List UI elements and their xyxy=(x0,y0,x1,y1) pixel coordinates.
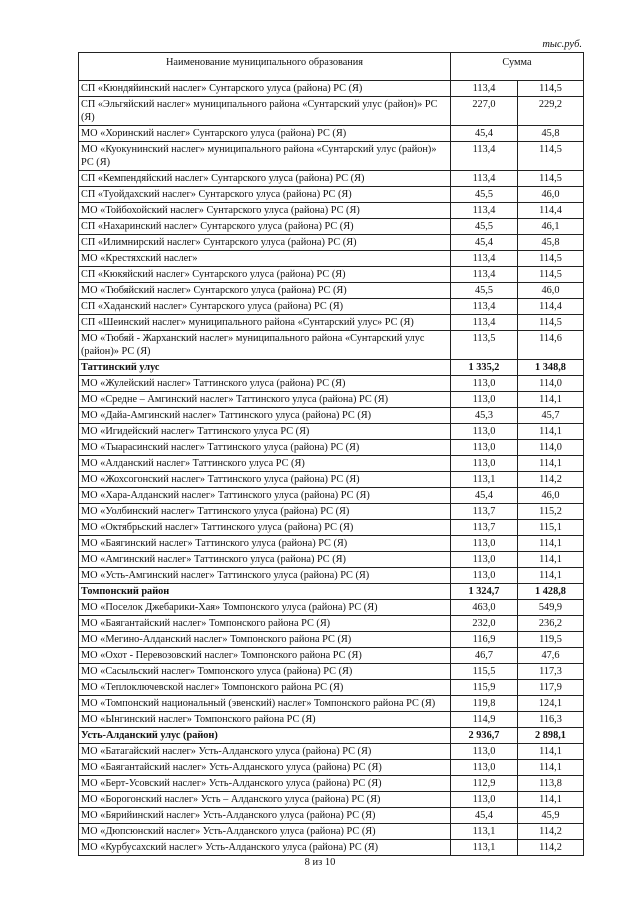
row-sum-a: 113,1 xyxy=(451,840,518,856)
row-sum-b: 124,1 xyxy=(518,696,584,712)
row-sum-b: 2 898,1 xyxy=(518,728,584,744)
table-body xyxy=(79,81,584,856)
row-name: МО «Амгинский наслег» Таттинского улуса (района) РС (Я) xyxy=(79,552,451,568)
row-name: МО «Средне – Амгинский наслег» Таттинского улуса (района) РС (Я) xyxy=(79,392,451,408)
row-sum-a: 113,1 xyxy=(451,824,518,840)
row-sum-b: 114,1 xyxy=(518,568,584,584)
table-row xyxy=(79,142,584,171)
row-sum-b: 114,2 xyxy=(518,824,584,840)
row-sum-a: 45,4 xyxy=(451,126,518,142)
table-row xyxy=(79,600,584,616)
row-sum-a: 113,4 xyxy=(451,142,518,171)
table-row xyxy=(79,632,584,648)
row-sum-b: 117,3 xyxy=(518,664,584,680)
row-name: МО «Тойбохойский наслег» Сунтарского улуса (района) РС (Я) xyxy=(79,203,451,219)
row-name: МО «Курбусахский наслег» Усть-Алданского улуса (района) РС (Я) xyxy=(79,840,451,856)
row-sum-a: 45,5 xyxy=(451,219,518,235)
table-row xyxy=(79,440,584,456)
row-sum-b: 114,5 xyxy=(518,142,584,171)
row-sum-a: 115,5 xyxy=(451,664,518,680)
row-sum-a: 113,0 xyxy=(451,424,518,440)
row-sum-b: 114,0 xyxy=(518,440,584,456)
row-sum-a: 113,7 xyxy=(451,504,518,520)
row-name: МО «Алданский наслег» Таттинского улуса РС (Я) xyxy=(79,456,451,472)
row-sum-b: 114,5 xyxy=(518,81,584,97)
row-name: МО «Куокунинский наслег» муниципального района «Сунтарский улус (район)» РС (Я) xyxy=(79,142,451,171)
row-sum-a: 116,9 xyxy=(451,632,518,648)
row-sum-b: 114,5 xyxy=(518,251,584,267)
table-row xyxy=(79,219,584,235)
row-sum-b: 116,3 xyxy=(518,712,584,728)
row-sum-a: 463,0 xyxy=(451,600,518,616)
row-sum-a: 232,0 xyxy=(451,616,518,632)
row-sum-a: 113,0 xyxy=(451,552,518,568)
table-row xyxy=(79,616,584,632)
row-sum-b: 114,1 xyxy=(518,392,584,408)
table-row xyxy=(79,376,584,392)
row-sum-a: 113,1 xyxy=(451,472,518,488)
row-sum-a: 113,5 xyxy=(451,331,518,360)
row-sum-b: 114,5 xyxy=(518,171,584,187)
row-sum-a: 45,4 xyxy=(451,235,518,251)
row-name: СП «Эльгяйский наслег» муниципального района «Сунтарский улус (район)» РС (Я) xyxy=(79,97,451,126)
table-row xyxy=(79,315,584,331)
row-sum-a: 119,8 xyxy=(451,696,518,712)
row-sum-a: 45,3 xyxy=(451,408,518,424)
table-row xyxy=(79,536,584,552)
row-sum-a: 1 335,2 xyxy=(451,360,518,376)
row-sum-a: 113,0 xyxy=(451,392,518,408)
row-name: МО «Дюпсюнский наслег» Усть-Алданского улуса (района) РС (Я) xyxy=(79,824,451,840)
row-name: МО «Ынгинский наслег» Томпонского района РС (Я) xyxy=(79,712,451,728)
row-sum-b: 114,1 xyxy=(518,552,584,568)
row-sum-b: 115,1 xyxy=(518,520,584,536)
table-row xyxy=(79,283,584,299)
table-row xyxy=(79,712,584,728)
row-sum-b: 114,6 xyxy=(518,331,584,360)
row-sum-b: 549,9 xyxy=(518,600,584,616)
table-row xyxy=(79,187,584,203)
table-row xyxy=(79,488,584,504)
row-sum-a: 115,9 xyxy=(451,680,518,696)
table-row xyxy=(79,299,584,315)
row-sum-a: 112,9 xyxy=(451,776,518,792)
row-sum-b: 119,5 xyxy=(518,632,584,648)
row-sum-a: 113,4 xyxy=(451,171,518,187)
row-name: СП «Илимнирский наслег» Сунтарского улуса (района) РС (Я) xyxy=(79,235,451,251)
row-sum-a: 113,0 xyxy=(451,456,518,472)
table-row xyxy=(79,664,584,680)
row-sum-b: 114,1 xyxy=(518,456,584,472)
table-row xyxy=(79,552,584,568)
row-name: СП «Кемпендяйский наслег» Сунтарского улуса (района) РС (Я) xyxy=(79,171,451,187)
row-name: СП «Кюкяйский наслег» Сунтарского улуса (района) РС (Я) xyxy=(79,267,451,283)
table-row xyxy=(79,203,584,219)
table-row xyxy=(79,97,584,126)
row-sum-a: 113,4 xyxy=(451,267,518,283)
row-name: МО «Баягантайский наслег» Томпонского района РС (Я) xyxy=(79,616,451,632)
table-row xyxy=(79,808,584,824)
row-sum-a: 227,0 xyxy=(451,97,518,126)
row-sum-a: 45,5 xyxy=(451,283,518,299)
table-row xyxy=(79,744,584,760)
row-sum-a: 113,4 xyxy=(451,81,518,97)
row-sum-b: 117,9 xyxy=(518,680,584,696)
table-row xyxy=(79,728,584,744)
row-sum-a: 113,4 xyxy=(451,299,518,315)
table-row xyxy=(79,840,584,856)
table-row xyxy=(79,408,584,424)
row-name: МО «Тюбяй - Жарханский наслег» муниципального района «Сунтарский улус (район)» РС (Я) xyxy=(79,331,451,360)
table-row xyxy=(79,792,584,808)
row-name: МО «Игидейский наслег» Таттинского улуса РС (Я) xyxy=(79,424,451,440)
row-name: Томпонский район xyxy=(79,584,451,600)
row-name: МО «Томпонский национальный (эвенский) наслег» Томпонского района РС (Я) xyxy=(79,696,451,712)
row-sum-b: 46,0 xyxy=(518,488,584,504)
row-sum-b: 114,1 xyxy=(518,536,584,552)
row-name: СП «Кюндяйинский наслег» Сунтарского улуса (района) РС (Я) xyxy=(79,81,451,97)
table-row xyxy=(79,267,584,283)
table-row xyxy=(79,776,584,792)
row-name: МО «Дайа-Амгинский наслег» Таттинского улуса (района) РС (Я) xyxy=(79,408,451,424)
row-name: МО «Мегино-Алданский наслег» Томпонского района РС (Я) xyxy=(79,632,451,648)
table-row xyxy=(79,696,584,712)
row-sum-b: 114,2 xyxy=(518,840,584,856)
row-name: МО «Бярийинский наслег» Усть-Алданского улуса (района) РС (Я) xyxy=(79,808,451,824)
row-sum-b: 45,7 xyxy=(518,408,584,424)
table-row xyxy=(79,235,584,251)
row-sum-b: 46,0 xyxy=(518,283,584,299)
row-sum-a: 45,4 xyxy=(451,808,518,824)
table-header-row xyxy=(79,53,584,81)
header-name: Наименование муниципального образования xyxy=(79,53,451,81)
row-sum-a: 113,0 xyxy=(451,376,518,392)
row-name: МО «Борогонский наслег» Усть – Алданского улуса (района) РС (Я) xyxy=(79,792,451,808)
table-row xyxy=(79,648,584,664)
row-name: МО «Баягантайский наслег» Усть-Алданского улуса (района) РС (Я) xyxy=(79,760,451,776)
row-sum-a: 114,9 xyxy=(451,712,518,728)
row-sum-a: 113,0 xyxy=(451,568,518,584)
row-sum-b: 1 348,8 xyxy=(518,360,584,376)
row-sum-b: 114,0 xyxy=(518,376,584,392)
table-row xyxy=(79,251,584,267)
row-name: МО «Поселок Джебарики-Хая» Томпонского улуса (района) РС (Я) xyxy=(79,600,451,616)
page-number: 8 из 10 xyxy=(304,857,336,868)
row-name: МО «Тыарасинский наслег» Таттинского улуса (района) РС (Я) xyxy=(79,440,451,456)
row-sum-b: 45,8 xyxy=(518,126,584,142)
row-name: МО «Октябрьский наслег» Таттинского улуса (района) РС (Я) xyxy=(79,520,451,536)
row-sum-a: 45,5 xyxy=(451,187,518,203)
row-name: СП «Нахаринский наслег» Сунтарского улуса (района) РС (Я) xyxy=(79,219,451,235)
row-sum-b: 229,2 xyxy=(518,97,584,126)
table-row xyxy=(79,568,584,584)
header-sum: Сумма xyxy=(451,53,584,81)
row-sum-b: 114,1 xyxy=(518,744,584,760)
row-sum-a: 2 936,7 xyxy=(451,728,518,744)
row-sum-a: 113,4 xyxy=(451,203,518,219)
row-name: СП «Туойдахский наслег» Сунтарского улуса (района) РС (Я) xyxy=(79,187,451,203)
row-sum-a: 113,7 xyxy=(451,520,518,536)
row-name: МО «Теплоключевской наслег» Томпонского района РС (Я) xyxy=(79,680,451,696)
table-row xyxy=(79,760,584,776)
row-sum-a: 113,0 xyxy=(451,744,518,760)
row-sum-b: 1 428,8 xyxy=(518,584,584,600)
row-name: СП «Шеинский наслег» муниципального района «Сунтарский улус» РС (Я) xyxy=(79,315,451,331)
table-row xyxy=(79,360,584,376)
row-sum-a: 113,4 xyxy=(451,251,518,267)
row-name: МО «Баягинский наслег» Таттинского улуса (района) РС (Я) xyxy=(79,536,451,552)
table-row xyxy=(79,472,584,488)
row-sum-b: 45,8 xyxy=(518,235,584,251)
table-row xyxy=(79,81,584,97)
row-sum-a: 1 324,7 xyxy=(451,584,518,600)
table-row xyxy=(79,392,584,408)
row-name: Таттинский улус xyxy=(79,360,451,376)
row-name: СП «Хаданский наслег» Сунтарского улуса (района) РС (Я) xyxy=(79,299,451,315)
row-sum-b: 114,4 xyxy=(518,203,584,219)
units-label: тыс.руб. xyxy=(542,39,582,50)
table-row xyxy=(79,424,584,440)
row-sum-b: 236,2 xyxy=(518,616,584,632)
row-name: МО «Сасыльский наслег» Томпонского улуса (района) РС (Я) xyxy=(79,664,451,680)
row-sum-a: 46,7 xyxy=(451,648,518,664)
row-name: МО «Крестяхский наслег» xyxy=(79,251,451,267)
row-name: Усть-Алданский улус (район) xyxy=(79,728,451,744)
row-sum-b: 46,1 xyxy=(518,219,584,235)
budget-table xyxy=(78,52,584,856)
row-sum-b: 114,5 xyxy=(518,267,584,283)
table-row xyxy=(79,824,584,840)
table-row xyxy=(79,456,584,472)
row-name: МО «Усть-Амгинский наслег» Таттинского улуса (района) РС (Я) xyxy=(79,568,451,584)
row-sum-b: 114,1 xyxy=(518,760,584,776)
row-name: МО «Уолбинский наслег» Таттинского улуса (района) РС (Я) xyxy=(79,504,451,520)
row-name: МО «Тюбяйский наслег» Сунтарского улуса (района) РС (Я) xyxy=(79,283,451,299)
row-sum-b: 45,9 xyxy=(518,808,584,824)
row-sum-a: 113,0 xyxy=(451,760,518,776)
row-name: МО «Жулейский наслег» Таттинского улуса (района) РС (Я) xyxy=(79,376,451,392)
table-row xyxy=(79,504,584,520)
table-row xyxy=(79,126,584,142)
row-name: МО «Хоринский наслег» Сунтарского улуса (района) РС (Я) xyxy=(79,126,451,142)
row-sum-b: 47,6 xyxy=(518,648,584,664)
row-sum-a: 113,0 xyxy=(451,792,518,808)
table-row xyxy=(79,680,584,696)
row-sum-b: 114,4 xyxy=(518,299,584,315)
row-sum-b: 115,2 xyxy=(518,504,584,520)
row-sum-b: 114,2 xyxy=(518,472,584,488)
row-name: МО «Берт-Усовский наслег» Усть-Алданского улуса (района) РС (Я) xyxy=(79,776,451,792)
table-row xyxy=(79,520,584,536)
row-name: МО «Батагайский наслег» Усть-Алданского улуса (района) РС (Я) xyxy=(79,744,451,760)
row-sum-b: 114,1 xyxy=(518,424,584,440)
table-row xyxy=(79,584,584,600)
table-row xyxy=(79,331,584,360)
row-name: МО «Охот - Перевозовский наслег» Томпонского района РС (Я) xyxy=(79,648,451,664)
row-sum-a: 113,4 xyxy=(451,315,518,331)
row-sum-b: 114,1 xyxy=(518,792,584,808)
row-sum-a: 45,4 xyxy=(451,488,518,504)
row-sum-b: 46,0 xyxy=(518,187,584,203)
table-row xyxy=(79,171,584,187)
row-sum-a: 113,0 xyxy=(451,440,518,456)
row-name: МО «Хара-Алданский наслег» Таттинского улуса (района) РС (Я) xyxy=(79,488,451,504)
row-sum-a: 113,0 xyxy=(451,536,518,552)
row-sum-b: 113,8 xyxy=(518,776,584,792)
row-name: МО «Жохсогонский наслег» Таттинского улуса (района) РС (Я) xyxy=(79,472,451,488)
row-sum-b: 114,5 xyxy=(518,315,584,331)
